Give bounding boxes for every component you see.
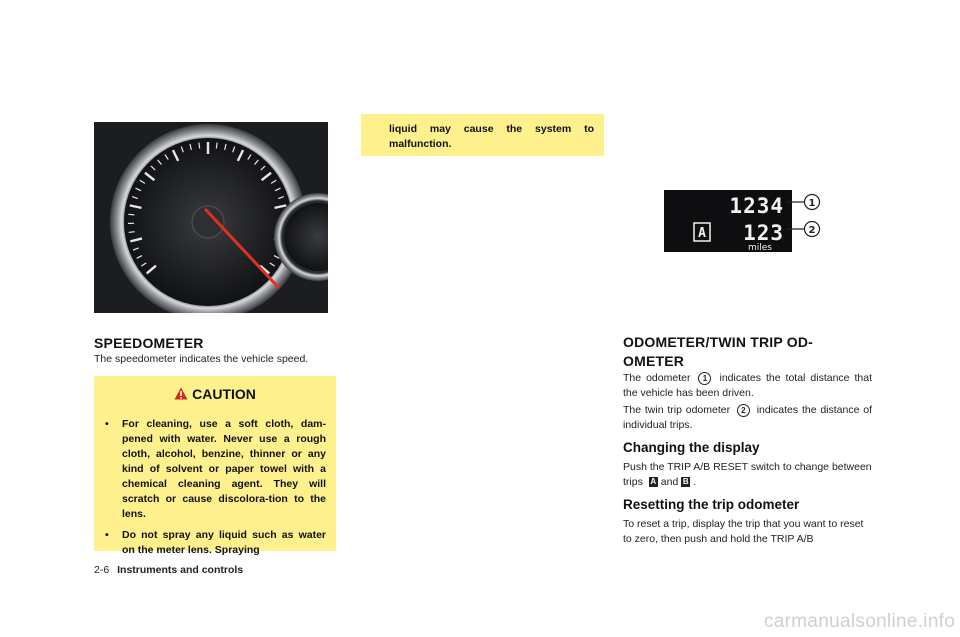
unit-label: miles bbox=[748, 243, 772, 253]
callout-2-label: 2 bbox=[808, 225, 816, 236]
odometer-paragraph-1 bbox=[623, 371, 872, 401]
caution-continuation: liquid may cause the system to malfunction. bbox=[389, 123, 594, 150]
warning-icon bbox=[174, 387, 188, 400]
odometer-p2-end: indicates the distance of individual trips. bbox=[623, 404, 872, 431]
odometer-display-photo bbox=[664, 190, 834, 254]
callout-1-label: 1 bbox=[808, 198, 816, 209]
page-number: 2-6 bbox=[94, 564, 110, 576]
page-footer bbox=[94, 564, 243, 576]
trip-a-marker: A bbox=[650, 477, 657, 486]
caution-item: • For cleaning, use a soft cloth, dam-pened with water. Never use a rough cloth, alcohol, benzine, thinner or any kind of solvent or paper towel with a chemical cleaning agent. They will scratch or cause discolora-tion to the lens. bbox=[94, 417, 326, 522]
callout-1-marker: 1 bbox=[698, 372, 711, 385]
trip-indicator-label: A bbox=[698, 226, 706, 241]
odometer-heading-line2: OMETER bbox=[623, 353, 685, 369]
gauge-tick bbox=[129, 232, 135, 233]
caution-list bbox=[94, 417, 326, 564]
caution-header bbox=[94, 386, 336, 402]
speedometer-photo bbox=[94, 122, 328, 313]
caution-title: CAUTION bbox=[192, 386, 256, 402]
changing-text-end: . bbox=[693, 476, 697, 488]
resetting-heading: Resetting the trip odometer bbox=[623, 497, 800, 512]
trip-b-marker: B bbox=[682, 477, 689, 486]
changing-display-heading: Changing the display bbox=[623, 440, 760, 455]
gauge-tick bbox=[199, 143, 200, 149]
odometer-value: 1234 bbox=[729, 194, 784, 218]
watermark: carmanualsonline.info bbox=[764, 611, 956, 632]
changing-display-text bbox=[623, 460, 875, 490]
gauge-tick bbox=[216, 143, 217, 149]
caution-item: • Do not spray any liquid such as water on the meter lens. Spraying bbox=[94, 528, 326, 558]
trip-value: 123 bbox=[743, 221, 784, 245]
changing-text: Push the TRIP A/B RESET switch to change between trips bbox=[623, 461, 872, 488]
section-name: Instruments and controls bbox=[117, 564, 244, 576]
caution-box bbox=[94, 376, 336, 556]
odometer-paragraph-2 bbox=[623, 403, 872, 433]
and-word: and bbox=[660, 476, 679, 488]
odometer-heading-line1: ODOMETER/TWIN TRIP OD- bbox=[623, 334, 814, 350]
callout-2-marker: 2 bbox=[737, 404, 750, 417]
resetting-text: To reset a trip, display the trip that you want to reset to zero, then push and hold the TRIP A/B bbox=[623, 518, 864, 545]
caution-continuation-box bbox=[361, 114, 604, 156]
odometer-p2-start: The twin trip odometer bbox=[623, 404, 731, 416]
odometer-p1-end: indicates the total distance that the vehicle has been driven. bbox=[623, 372, 873, 399]
odometer-p1-start: The odometer bbox=[623, 372, 691, 384]
speedometer-description: The speedometer indicates the vehicle speed. bbox=[94, 353, 309, 365]
speedometer-heading: SPEEDOMETER bbox=[94, 335, 204, 351]
gauge-tick bbox=[128, 214, 134, 215]
odometer-heading bbox=[623, 333, 813, 371]
